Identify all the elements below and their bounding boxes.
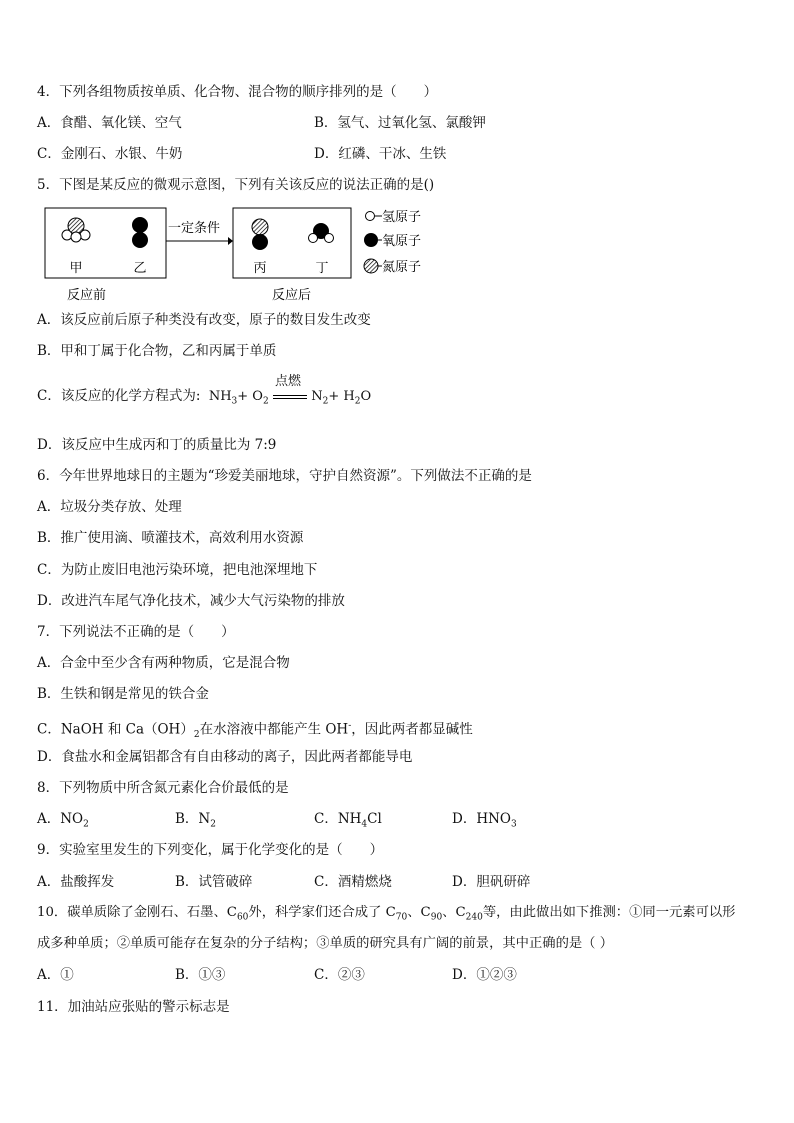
molecule-bing xyxy=(252,219,268,250)
q10-stem-line2: 成多种单质；②单质可能存在复杂的分子结构；③单质的研究具有广阔的前景，其中正确的是（ ） xyxy=(37,936,613,951)
label-ding: 丁 xyxy=(315,261,329,276)
legend xyxy=(364,210,421,275)
q7-stem: 7．下列说法不正确的是（ ） xyxy=(37,624,235,640)
q8-option-d: D．$HNO_3$ xyxy=(452,811,517,830)
legend-oxygen: 氧原子 xyxy=(382,234,422,249)
q7-option-a: A．合金中至少含有两种物质，它是混合物 xyxy=(37,655,290,671)
q10-option-d: D．①②③ xyxy=(452,967,517,983)
q11-stem: 11．加油站应张贴的警示标志是 xyxy=(37,999,230,1015)
q4-option-c: C．金刚石、水银、牛奶 xyxy=(37,146,183,162)
q9-option-d: D．胆矾研碎 xyxy=(452,874,531,890)
q9-option-c: C．酒精燃烧 xyxy=(314,874,392,890)
q6-option-c: C．为防止废旧电池污染环境，把电池深埋地下 xyxy=(37,562,318,578)
q5-stem: 5．下图是某反应的微观示意图，下列有关该反应的说法正确的是() xyxy=(37,177,435,193)
q6-option-a: A．垃圾分类存放、处理 xyxy=(37,499,182,515)
q4-option-d: D．红磷、干冰、生铁 xyxy=(314,146,447,162)
q6-option-b: B．推广使用滴、喷灌技术，高效利用水资源 xyxy=(37,530,304,546)
q7-option-d: D．食盐水和金属铝都含有自由移动的离子，因此两者都能导电 xyxy=(37,749,413,765)
label-jia: 甲 xyxy=(69,261,83,276)
molecule-ding xyxy=(309,223,334,243)
q5-option-c: C．该反应的化学方程式为: $NH_3+ O_2$ 点燃 $N_2+ H_2O$ xyxy=(37,374,372,407)
q10-option-c: C．②③ xyxy=(314,967,365,983)
q5-option-c-prefix: C．该反应的化学方程式为: xyxy=(37,388,201,404)
legend-hydrogen: 氢原子 xyxy=(382,210,422,225)
q6-stem: 6．今年世界地球日的主题为“珍爱美丽地球，守护自然资源”。下列做法不正确的是 xyxy=(37,468,532,484)
q10-option-a: A．① xyxy=(37,967,74,983)
condition-label: 一定条件 xyxy=(168,221,221,236)
q8-option-b: B．$N_2$ xyxy=(175,811,216,830)
q8-option-c: C．$NH_4Cl$ xyxy=(314,811,382,830)
q8-option-a: A．$NO_2$ xyxy=(37,811,89,830)
q6-option-d: D．改进汽车尾气净化技术，减少大气污染物的排放 xyxy=(37,593,345,609)
legend-nitrogen: 氮原子 xyxy=(382,260,422,275)
molecule-yi xyxy=(132,217,148,248)
after-box xyxy=(233,208,351,278)
q8-stem: 8．下列物质中所含氮元素化合价最低的是 xyxy=(37,780,289,796)
q5-option-b: B．甲和丁属于化合物，乙和丙属于单质 xyxy=(37,343,277,359)
label-after: 反应后 xyxy=(272,288,312,303)
equation-condition: 点燃 xyxy=(273,386,307,406)
q10-stem-line1: 10．碳单质除了金刚石、石墨、$C_{60}$外，科学家们还合成了 $C_{70}$、$C_{90}$、$C_{240}$等，由此做出如下推测：①同一元素可以形 xyxy=(37,905,736,923)
q4-stem: 4．下列各组物质按单质、化合物、混合物的顺序排列的是（ ） xyxy=(37,84,438,100)
molecule-jia xyxy=(62,218,90,242)
q9-option-b: B．试管破碎 xyxy=(175,874,253,890)
label-yi: 乙 xyxy=(133,261,147,276)
reaction-micro-diagram xyxy=(37,202,467,307)
q4-option-a: A．食醋、氧化镁、空气 xyxy=(37,115,182,131)
q4-option-b: B．氢气、过氧化氢、氯酸钾 xyxy=(314,115,486,131)
q10-option-b: B．①③ xyxy=(175,967,226,983)
q9-stem: 9．实验室里发生的下列变化，属于化学变化的是（ ） xyxy=(37,842,384,858)
before-box xyxy=(45,208,166,278)
q5-option-a: A．该反应前后原子种类没有改变，原子的数目发生改变 xyxy=(37,312,371,328)
q7-option-b: B．生铁和钢是常见的铁合金 xyxy=(37,686,209,702)
label-bing: 丙 xyxy=(253,261,267,276)
q9-option-a: A．盐酸挥发 xyxy=(37,874,115,890)
label-before: 反应前 xyxy=(67,288,107,303)
q7-option-c: C．NaOH 和 $Ca(OH)_2$在水溶液中都能产生 OH-，因此两者都显碱性 xyxy=(37,721,473,741)
q5-option-d: D．该反应中生成丙和丁的质量比为 7:9 xyxy=(37,437,277,453)
